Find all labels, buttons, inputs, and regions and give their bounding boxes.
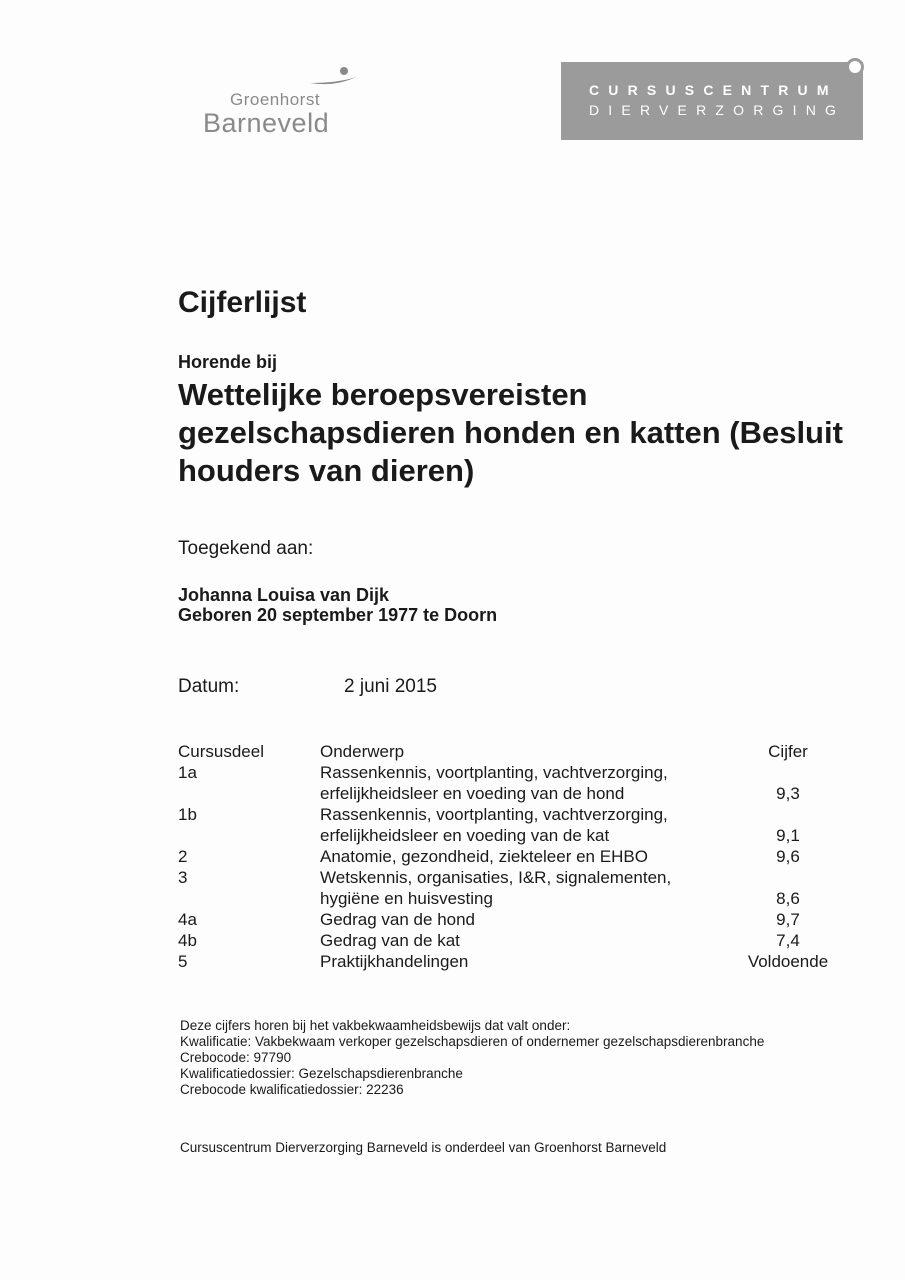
date-label: Datum: <box>178 676 240 697</box>
recipient-name: Johanna Louisa van Dijk <box>178 585 390 605</box>
date-value: 2 juni 2015 <box>344 676 437 697</box>
grades-body <box>178 762 848 972</box>
grade-row-value: 9,1 <box>776 826 800 845</box>
grade-row-part: 3 <box>178 868 188 887</box>
subject-line: Rassenkennis, voortplanting, vachtverzorging, <box>320 763 668 782</box>
subject-line: Rassenkennis, voortplanting, vachtverzorging, <box>320 805 668 824</box>
grade-row-part: 2 <box>178 847 188 866</box>
note-line: Deze cijfers horen bij het vakbekwaamheidsbewijs dat valt onder: <box>180 1018 571 1033</box>
groenhorst-logo <box>200 60 350 140</box>
grade-row-value: 9,7 <box>776 910 800 929</box>
grade-row-subject <box>320 951 720 972</box>
subject-line: Gedrag van de kat <box>320 931 460 950</box>
grades-table <box>178 741 848 972</box>
logo-text-line1: CURSUSCENTRUM <box>589 82 838 98</box>
grade-row-value: 9,6 <box>776 847 800 866</box>
grades-header-row <box>178 741 848 762</box>
grade-row-value: 7,4 <box>776 931 800 950</box>
grade-row-part: 4a <box>178 910 197 929</box>
awarded-label: Toegekend aan: <box>178 538 314 559</box>
grade-row-part: 1b <box>178 805 197 824</box>
document-title: Cijferlijst <box>178 286 307 319</box>
subject-line: Anatomie, gezondheid, ziekteleer en EHBO <box>320 847 648 866</box>
grade-row-value: 9,3 <box>776 784 800 803</box>
grade-row <box>178 951 848 972</box>
grade-row-part: 1a <box>178 763 197 782</box>
logo-text-barneveld: Barneveld <box>203 108 330 138</box>
header-grade: Cijfer <box>768 742 808 761</box>
grade-row-part: 5 <box>178 952 188 971</box>
grade-row-subject <box>320 846 720 867</box>
grade-row-subject <box>320 909 720 930</box>
qualification-notes <box>180 1018 764 1098</box>
grade-row-part: 4b <box>178 931 197 950</box>
subject-line: erfelijkheidsleer en voeding van de kat <box>320 826 610 845</box>
note-line: Crebocode: 97790 <box>180 1050 292 1065</box>
swoosh-icon <box>300 65 360 89</box>
subject-line: Wetskennis, organisaties, I&R, signalementen, <box>320 868 672 887</box>
recipient-birth: Geboren 20 september 1977 te Doorn <box>178 605 498 625</box>
note-line: Kwalificatie: Vakbekwaam verkoper gezelschapsdieren of ondernemer gezelschapsdierenbranche <box>180 1034 765 1049</box>
subject-line: hygiëne en huisvesting <box>320 889 493 908</box>
grade-row <box>178 867 848 909</box>
logo-text-line2: DIERVERZORGING <box>589 102 846 118</box>
cursuscentrum-logo <box>561 62 863 140</box>
logo-dot-icon <box>846 58 864 76</box>
header-subject: Onderwerp <box>320 742 405 761</box>
subject-line: Gedrag van de hond <box>320 910 476 929</box>
note-line: Kwalificatiedossier: Gezelschapsdierenbranche <box>180 1066 463 1081</box>
subject-line: erfelijkheidsleer en voeding van de hond <box>320 784 625 803</box>
course-title: Wettelijke beroepsvereisten gezelschapsdieren honden en katten (Besluit houders van dieren) <box>178 377 843 488</box>
grade-row-subject <box>320 804 720 846</box>
grade-row <box>178 930 848 951</box>
note-line: Crebocode kwalificatiedossier: 22236 <box>180 1082 404 1097</box>
document-subtitle: Horende bij <box>178 352 278 372</box>
header-part: Cursusdeel <box>178 742 264 761</box>
logo-text-groenhorst: Groenhorst <box>230 90 321 109</box>
grade-row <box>178 846 848 867</box>
grade-row-value: 8,6 <box>776 889 800 908</box>
grade-row-subject <box>320 930 720 951</box>
grade-row <box>178 804 848 846</box>
footer-text: Cursuscentrum Dierverzorging Barneveld is onderdeel van Groenhorst Barneveld <box>180 1140 667 1155</box>
grade-row <box>178 762 848 804</box>
grade-row-subject <box>320 762 720 804</box>
grade-row-subject <box>320 867 720 909</box>
grade-row <box>178 909 848 930</box>
grade-row-value: Voldoende <box>747 952 829 971</box>
subject-line: Praktijkhandelingen <box>320 952 469 971</box>
